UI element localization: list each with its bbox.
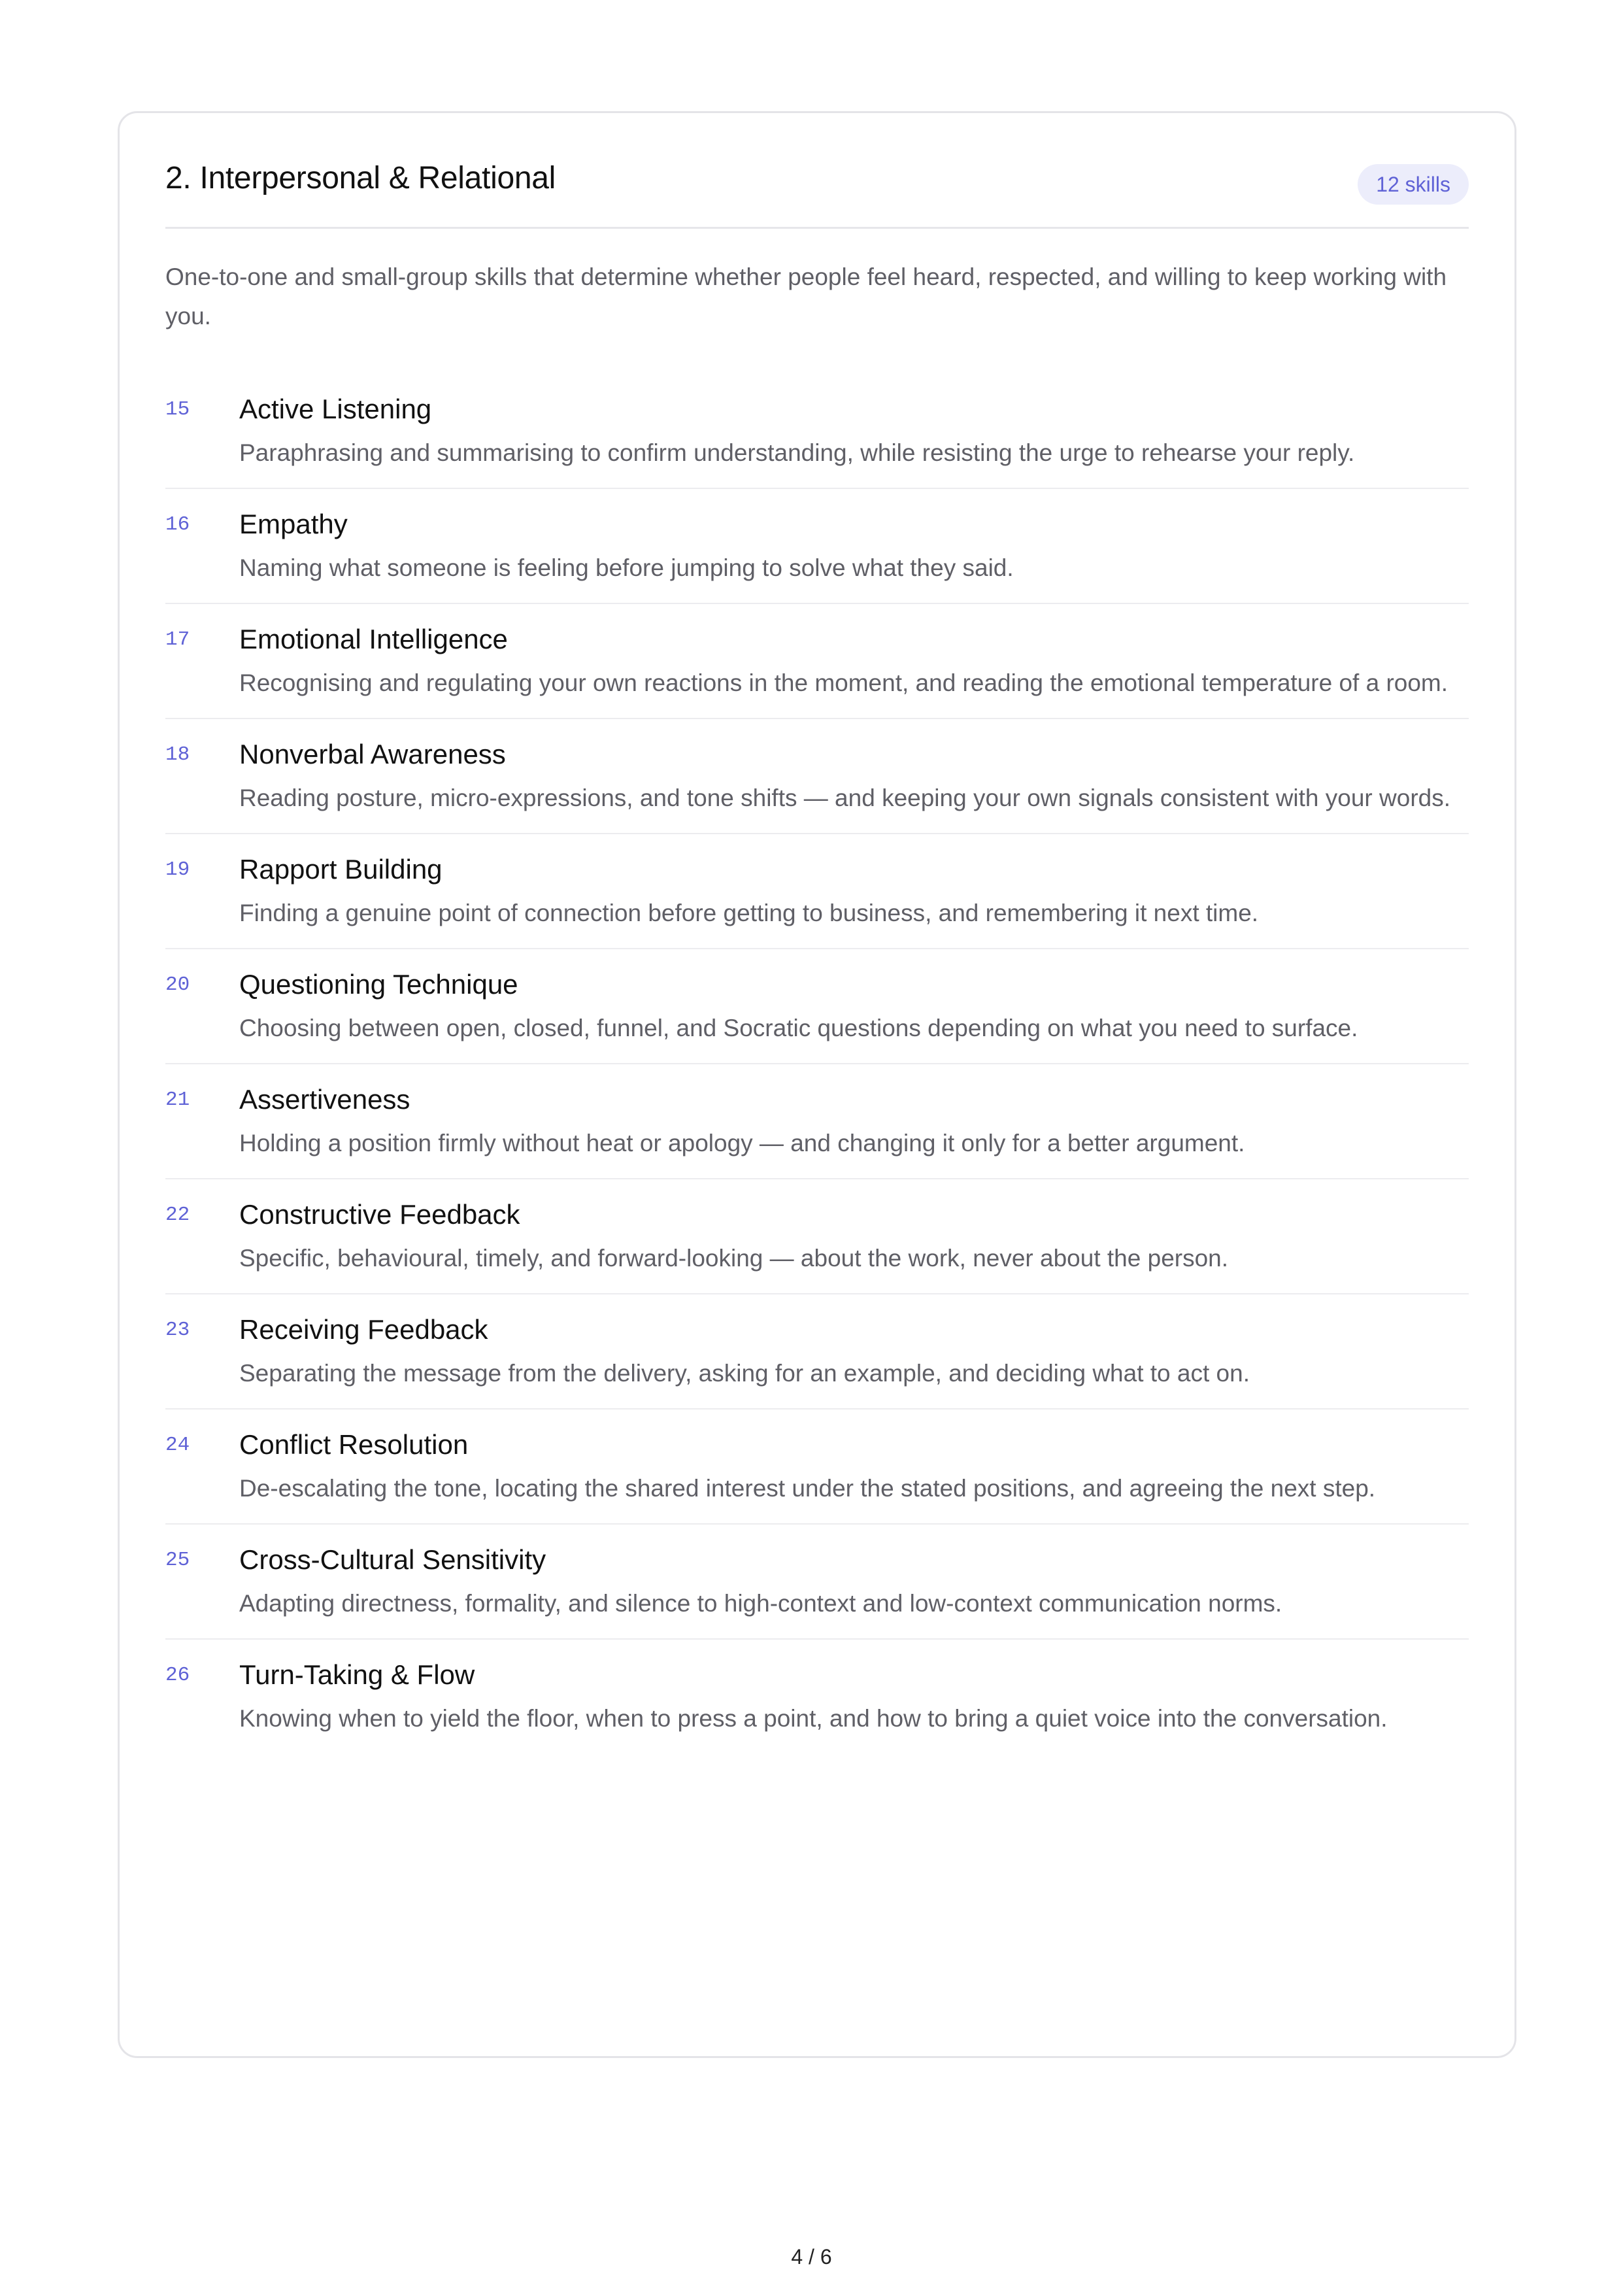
skill-number: 23 xyxy=(165,1319,190,1342)
skills-section-card xyxy=(118,111,1516,2058)
skill-name: Nonverbal Awareness xyxy=(239,739,506,769)
skill-item xyxy=(165,374,1469,489)
skill-name: Assertiveness xyxy=(239,1084,410,1115)
skill-name: Questioning Technique xyxy=(239,969,518,1000)
skill-name: Constructive Feedback xyxy=(239,1199,520,1230)
skill-number: 20 xyxy=(165,973,190,996)
skill-description: Choosing between open, closed, funnel, and Socratic questions depending on what you need to surface. xyxy=(239,1015,1358,1041)
skill-item xyxy=(165,1410,1469,1525)
skill-item xyxy=(165,1525,1469,1640)
skill-number: 19 xyxy=(165,858,190,881)
skill-item xyxy=(165,1640,1469,1753)
skill-description: Adapting directness, formality, and silence to high-context and low-context communication norms. xyxy=(239,1590,1282,1617)
skill-number: 21 xyxy=(165,1089,190,1111)
skill-item xyxy=(165,1294,1469,1410)
skill-number: 18 xyxy=(165,743,190,766)
skill-description: Holding a position firmly without heat or apology — and changing it only for a better argument. xyxy=(239,1130,1245,1156)
skill-number: 24 xyxy=(165,1434,190,1457)
skill-name: Cross-Cultural Sensitivity xyxy=(239,1544,546,1575)
skill-number: 16 xyxy=(165,513,190,536)
skill-description: Separating the message from the delivery, asking for an example, and deciding what to act on. xyxy=(239,1360,1250,1387)
skill-item xyxy=(165,604,1469,719)
section-intro: One-to-one and small-group skills that determine whether people feel heard, respected, and willing to keep working with you. xyxy=(165,263,1447,329)
skill-number: 15 xyxy=(165,398,190,421)
skill-name: Rapport Building xyxy=(239,854,443,885)
skill-description: Reading posture, micro-expressions, and tone shifts — and keeping your own signals consistent with your words. xyxy=(239,785,1450,811)
skill-description: Knowing when to yield the floor, when to press a point, and how to bring a quiet voice into the conversation. xyxy=(239,1705,1388,1732)
skill-name: Turn-Taking & Flow xyxy=(239,1659,475,1690)
skill-item xyxy=(165,834,1469,949)
skill-description: Paraphrasing and summarising to confirm understanding, while resisting the urge to rehearse your reply. xyxy=(239,439,1355,466)
skill-name: Emotional Intelligence xyxy=(239,624,508,654)
skill-item xyxy=(165,719,1469,834)
section-title: 2. Interpersonal & Relational xyxy=(165,161,556,195)
skill-description: De-escalating the tone, locating the shared interest under the stated positions, and agreeing the next step. xyxy=(239,1475,1376,1502)
skill-description: Specific, behavioural, timely, and forward-looking — about the work, never about the person. xyxy=(239,1245,1229,1272)
skill-number: 22 xyxy=(165,1204,190,1226)
skill-count-badge: 12 skills xyxy=(1358,164,1469,205)
skill-name: Receiving Feedback xyxy=(239,1314,488,1345)
skill-name: Empathy xyxy=(239,509,348,539)
skill-item xyxy=(165,949,1469,1064)
skill-number: 17 xyxy=(165,628,190,651)
skill-number: 25 xyxy=(165,1549,190,1572)
skill-description: Naming what someone is feeling before jumping to solve what they said. xyxy=(239,554,1014,581)
skill-list xyxy=(165,374,1469,1753)
skill-name: Conflict Resolution xyxy=(239,1429,469,1460)
page-indicator: 4 / 6 xyxy=(791,2245,832,2269)
skill-description: Finding a genuine point of connection before getting to business, and remembering it next time. xyxy=(239,900,1259,926)
skill-number: 26 xyxy=(165,1664,190,1687)
skill-description: Recognising and regulating your own reactions in the moment, and reading the emotional temperature of a room. xyxy=(239,669,1448,696)
skill-item xyxy=(165,489,1469,604)
skill-name: Active Listening xyxy=(239,394,432,424)
skill-item xyxy=(165,1064,1469,1179)
skill-item xyxy=(165,1179,1469,1294)
section-header xyxy=(165,113,1469,229)
